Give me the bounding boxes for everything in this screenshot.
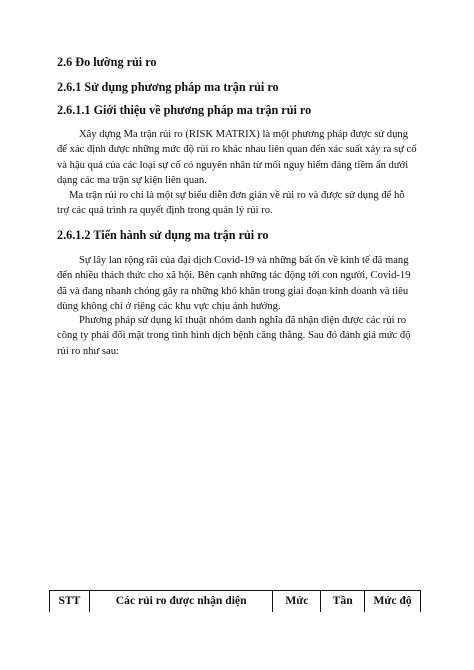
paragraph-risk-matrix-intro: Xây dựng Ma trận rủi ro (RISK MATRIX) là một phương pháp được sử dụng để xác định được những mức độ rủi ro khác nhau liên quan đến xác suất xảy ra sự cố và hậu quả của các loại sự cố có nguyên nhân từ mối nguy hiểm đáng tiềm ẩn dưới dạng các ma trận sự kiện liên quan.	[57, 129, 417, 187]
heading-2-6-1-2: 2.6.1.2 Tiến hành sử dụng ma trận rủi ro	[57, 228, 269, 242]
table-header-frequency: Tần	[321, 591, 365, 613]
heading-2-6-1: 2.6.1 Sử dụng phương pháp ma trận rủi ro	[57, 80, 279, 94]
heading-2-6: 2.6 Đo lường rủi ro	[57, 55, 157, 69]
table-header-severity: Mức độ	[365, 591, 421, 613]
table-header-risks: Các rủi ro được nhận diện	[89, 591, 273, 613]
paragraph-covid-impact: Sự lây lan rộng rãi của đại dịch Covid-19 và những bất ổn về kinh tế đã mang đến nhiều thách thức cho xã hội. Bên cạnh những tác động tới con người, Covid-19 đã và đang nhanh chóng gây ra những khó khăn trong giai đoạn kinh doanh và tiêu dùng không chỉ ở riêng các khu vực chịu ảnh hưởng.	[57, 255, 411, 313]
paragraph-risk-matrix-role: Ma trận rủi ro chỉ là một sự biểu diễn đơn giản về rủi ro và được sử dụng để hỗ trợ các quá trình ra quyết định trong quản lý rủi ro.	[57, 190, 405, 217]
risk-table-header-row	[50, 591, 421, 613]
table-header-level: Mức	[273, 591, 321, 613]
heading-2-6-1-1: 2.6.1.1 Giới thiệu về phương pháp ma trận rủi ro	[57, 103, 312, 117]
risk-table	[49, 590, 421, 612]
paragraph-risk-assessment: Phương pháp sử dụng kĩ thuật nhóm danh nghĩa đã nhận diện được các rủi ro công ty phải đối mặt trong tình hình dịch bệnh căng thẳng. Sau đó đánh giá mức độ rủi ro như sau:	[57, 315, 411, 357]
table-header-stt: STT	[50, 591, 90, 613]
